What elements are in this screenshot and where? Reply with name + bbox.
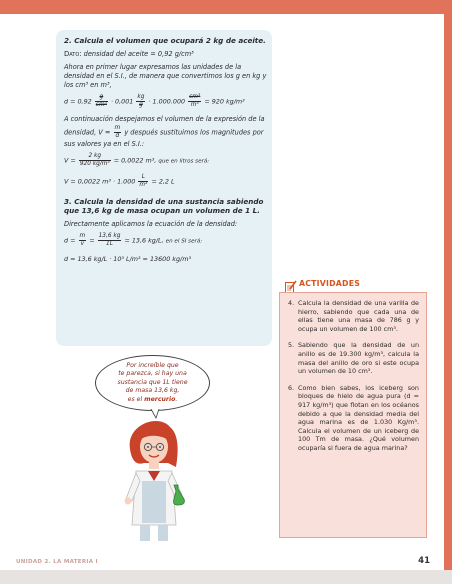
page-number: 41 (418, 556, 430, 566)
activities-header (285, 278, 425, 292)
density-equation: d = $\frac{m}{v}$ = $\frac{13,6 kg}{1L}$ = 13,6 kg/L, en el SI será: (64, 232, 203, 247)
activities-box (279, 292, 427, 538)
problem-2-title: 2. Calcula el volumen que ocupará 2 kg de aceite. (64, 36, 266, 45)
problem-2-data (64, 50, 268, 59)
problem-3-intro: Directamente aplicamos la ecuación de la densidad: (64, 219, 238, 228)
problem-3-title: 3. Calcula la densidad de una sustancia sabiendo que 13,6 kg de masa ocupan un volumen de 1 L. (64, 196, 264, 216)
si-density-equation: d = 13,6 kg/L · 10³ L/m³ = 13600 kg/m³ (64, 254, 192, 263)
fraction-cm3-m3: $\frac{\text{cm³}}{\text{m³}}$ (189, 94, 201, 109)
top-stripe (0, 0, 452, 14)
examples-content (64, 36, 268, 270)
density-conversion-equation: d = 0,92 $\frac{g}{\text{cm³}}$ · 0,001 $\frac{kg}{g}$ · 1.000.000 $\frac{\text{cm³}}{\text{m³}}$ = 920 kg/m³ (64, 94, 245, 109)
volume-equation: V = $\frac{2 kg}{\text{920 kg/m³}}$ = 0,0022 m³, que en litros será: (64, 152, 210, 167)
solve-volume-text: A continuación despejamos el volumen de la expresión de la densidad, V = $\frac{m}{d}$ y después sustituimos los magnitudes por sus valores ya en el S.I.: (64, 115, 265, 148)
dato-text: densidad del aceite = 0,92 g/cm³ (81, 49, 194, 58)
fraction-m-d: $\frac{m}{d}$ (114, 124, 121, 139)
footer-band (0, 570, 452, 584)
activities-title: ACTIVIDADES (299, 279, 361, 288)
fraction-kg-g: $\frac{kg}{g}$ (137, 94, 145, 109)
activity-item: 4. Calcula la densidad de una varilla de hierro, sabiendo que cada una de ellas tiene una masa de 786 g y ocupa un volumen de 100 cm³. (288, 299, 419, 333)
dato-label: Dato: (64, 49, 82, 58)
fraction-mass-density: $\frac{2 kg}{\text{920 kg/m³}}$ (79, 152, 110, 167)
scientist-girl-illustration (118, 415, 198, 545)
speech-bubble: Por increíble que te parezca, si hay una sustancia que 1L tiene de masa 13,6 kg, es el mercurio. (95, 355, 210, 411)
fraction-13-6kg-1l: $\frac{13,6 kg}{1L}$ (98, 232, 121, 247)
right-stripe (444, 0, 452, 584)
activity-item: 6. Como bien sabes, los iceberg son bloques de hielo de agua pura (d = 917 kg/m³) que flotan en los océanos debido a que la densidad media del agua marina es de 1.030 Kg/m³. Calcula el volumen de un iceberg de 100 Tm de masa. ¿Qué volumen ocuparía si fuera de agua marina? (288, 383, 419, 452)
problem-2-intro: Ahora en primer lugar expresamos las unidades de la densidad en el S.I., de manera que convertimos los g en kg y los cm³ en m³, (64, 62, 267, 90)
activity-item: 5. Sabiendo que la densidad de un anillo es de 19.300 kg/m³, calcula la masa del anillo de oro si este ocupa un volumen de 10 cm³. (288, 341, 419, 376)
unit-label: UNIDAD 2. LA MATERIA I (16, 559, 98, 565)
fraction-l-m3: $\frac{L}{\text{m³}}$ (139, 173, 148, 188)
fraction-m-v: $\frac{m}{v}$ (79, 232, 86, 247)
fraction-g-cm3: $\frac{g}{\text{cm³}}$ (95, 94, 107, 109)
liters-equation: V = 0,0022 m³ · 1.000 $\frac{L}{\text{m³}}$ = 2,2 L (64, 173, 175, 188)
